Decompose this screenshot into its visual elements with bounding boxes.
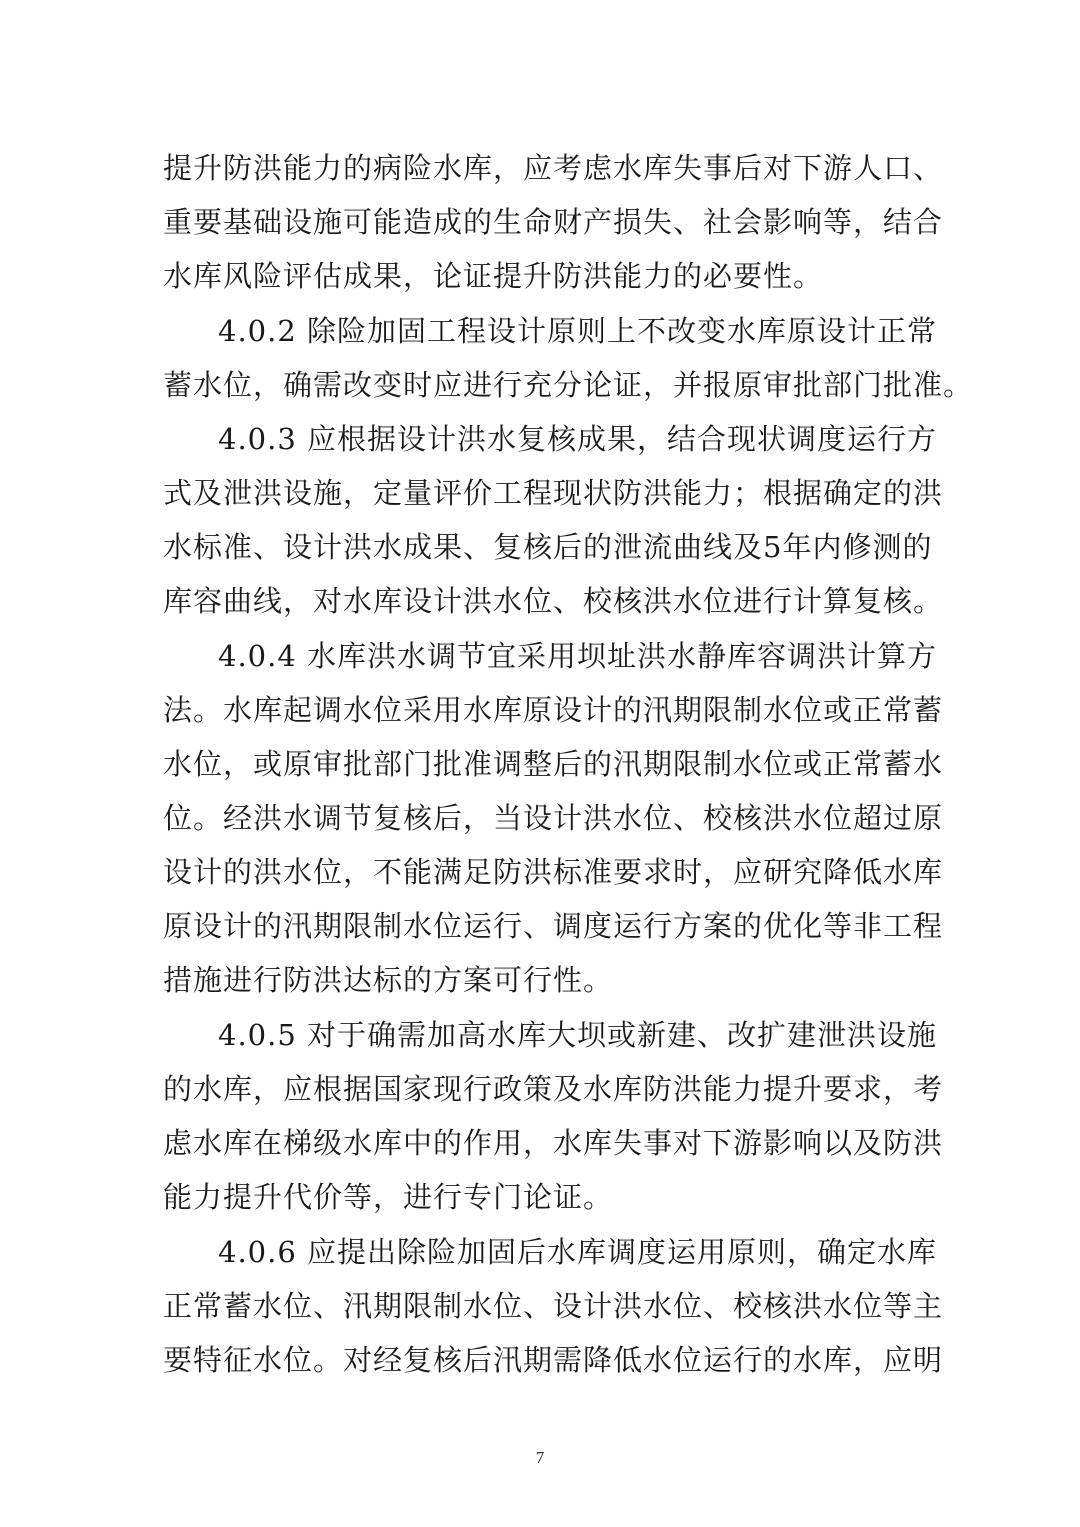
page-number: 7 (535, 1448, 545, 1467)
text-line-1: 提升防洪能力的病险水库，应考虑水库失事后对下游人口、 (163, 151, 944, 185)
text-line-3: 水库风险评估成果，论证提升防洪能力的必要性。 (163, 259, 824, 293)
clause-4-0-5-line-4: 能力提升代价等，进行专门论证。 (163, 1180, 614, 1214)
clause-4-0-4-line-7: 措施进行防洪达标的方案可行性。 (163, 963, 614, 997)
clause-4-0-3-line-4: 库容曲线，对水库设计洪水位、校核洪水位进行计算复核。 (163, 584, 944, 618)
clause-4-0-3-line-1: 4.0.3 应根据设计洪水复核成果，结合现状调度运行方 (218, 422, 938, 456)
clause-4-0-6-line-2: 正常蓄水位、汛期限制水位、设计洪水位、校核洪水位等主 (163, 1289, 944, 1323)
clause-4-0-5-line-2: 的水库，应根据国家现行政策及水库防洪能力提升要求，考 (163, 1072, 944, 1106)
clause-4-0-2-line-1: 4.0.2 除险加固工程设计原则上不改变水库原设计正常 (218, 314, 938, 348)
clause-4-0-2-line-2: 蓄水位，确需改变时应进行充分论证，并报原审批部门批准。 (163, 368, 974, 402)
clause-4-0-3-line-3: 水标准、设计洪水成果、复核后的泄流曲线及5年内修测的 (163, 530, 933, 564)
clause-4-0-5-line-3: 虑水库在梯级水库中的作用，水库失事对下游影响以及防洪 (163, 1126, 944, 1160)
clause-4-0-4-line-3: 水位，或原审批部门批准调整后的汛期限制水位或正常蓄水 (163, 747, 944, 781)
clause-4-0-5-line-1: 4.0.5 对于确需加高水库大坝或新建、改扩建泄洪设施 (218, 1018, 938, 1052)
text-line-2: 重要基础设施可能造成的生命财产损失、社会影响等，结合 (163, 205, 944, 239)
clause-4-0-6-line-1: 4.0.6 应提出除险加固后水库调度运用原则，确定水库 (218, 1235, 938, 1269)
clause-4-0-4-line-1: 4.0.4 水库洪水调节宜采用坝址洪水静库容调洪计算方 (218, 639, 938, 673)
clause-4-0-4-line-4: 位。经洪水调节复核后，当设计洪水位、校核洪水位超过原 (163, 801, 944, 835)
clause-4-0-3-line-2: 式及泄洪设施，定量评价工程现状防洪能力；根据确定的洪 (163, 476, 944, 510)
clause-4-0-4-line-2: 法。水库起调水位采用水库原设计的汛期限制水位或正常蓄 (163, 693, 944, 727)
clause-4-0-6-line-3: 要特征水位。对经复核后汛期需降低水位运行的水库，应明 (163, 1343, 944, 1377)
clause-4-0-4-line-6: 原设计的汛期限制水位运行、调度运行方案的优化等非工程 (163, 909, 944, 943)
clause-4-0-4-line-5: 设计的洪水位，不能满足防洪标准要求时，应研究降低水库 (163, 855, 944, 889)
